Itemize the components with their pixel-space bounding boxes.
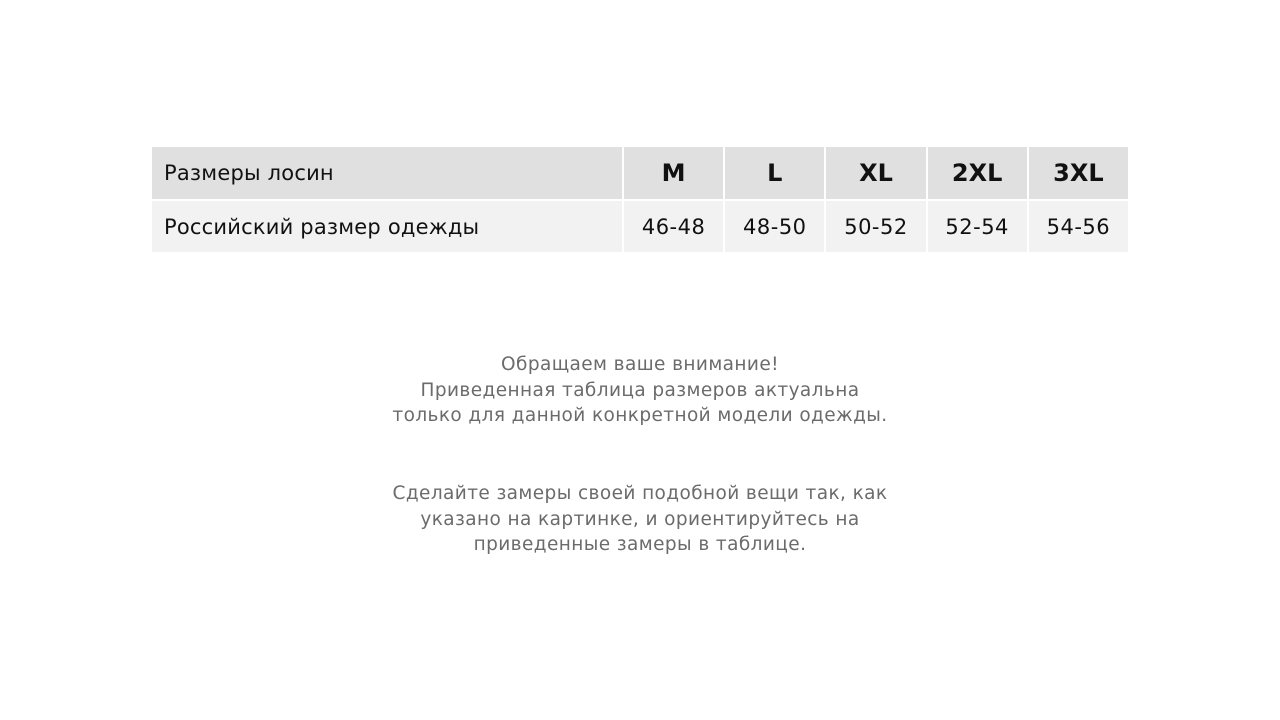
row-label: Российский размер одежды — [151, 200, 623, 253]
attention-line: Обращаем ваше внимание! — [501, 354, 779, 375]
size-m: M — [623, 146, 724, 200]
header-label: Размеры лосин — [151, 146, 623, 200]
size-3xl: 3XL — [1028, 146, 1129, 200]
instruction-line: приведенные замеры в таблице. — [473, 534, 807, 555]
value-xl: 50-52 — [825, 200, 926, 253]
attention-line: только для данной конкретной модели одежды. — [392, 405, 888, 426]
size-l: L — [724, 146, 825, 200]
instruction-note — [340, 481, 940, 558]
size-table — [150, 145, 1130, 254]
attention-note — [340, 352, 940, 429]
instruction-line: Сделайте замеры своей подобной вещи так, как — [392, 483, 888, 504]
value-l: 48-50 — [724, 200, 825, 253]
size-xl: XL — [825, 146, 926, 200]
value-m: 46-48 — [623, 200, 724, 253]
size-2xl: 2XL — [927, 146, 1028, 200]
value-2xl: 52-54 — [927, 200, 1028, 253]
size-header-row — [151, 146, 1129, 200]
value-3xl: 54-56 — [1028, 200, 1129, 253]
russian-size-row — [151, 200, 1129, 253]
attention-line: Приведенная таблица размеров актуальна — [420, 379, 860, 401]
instruction-line: указано на картинке, и ориентируйтесь на — [420, 508, 860, 530]
